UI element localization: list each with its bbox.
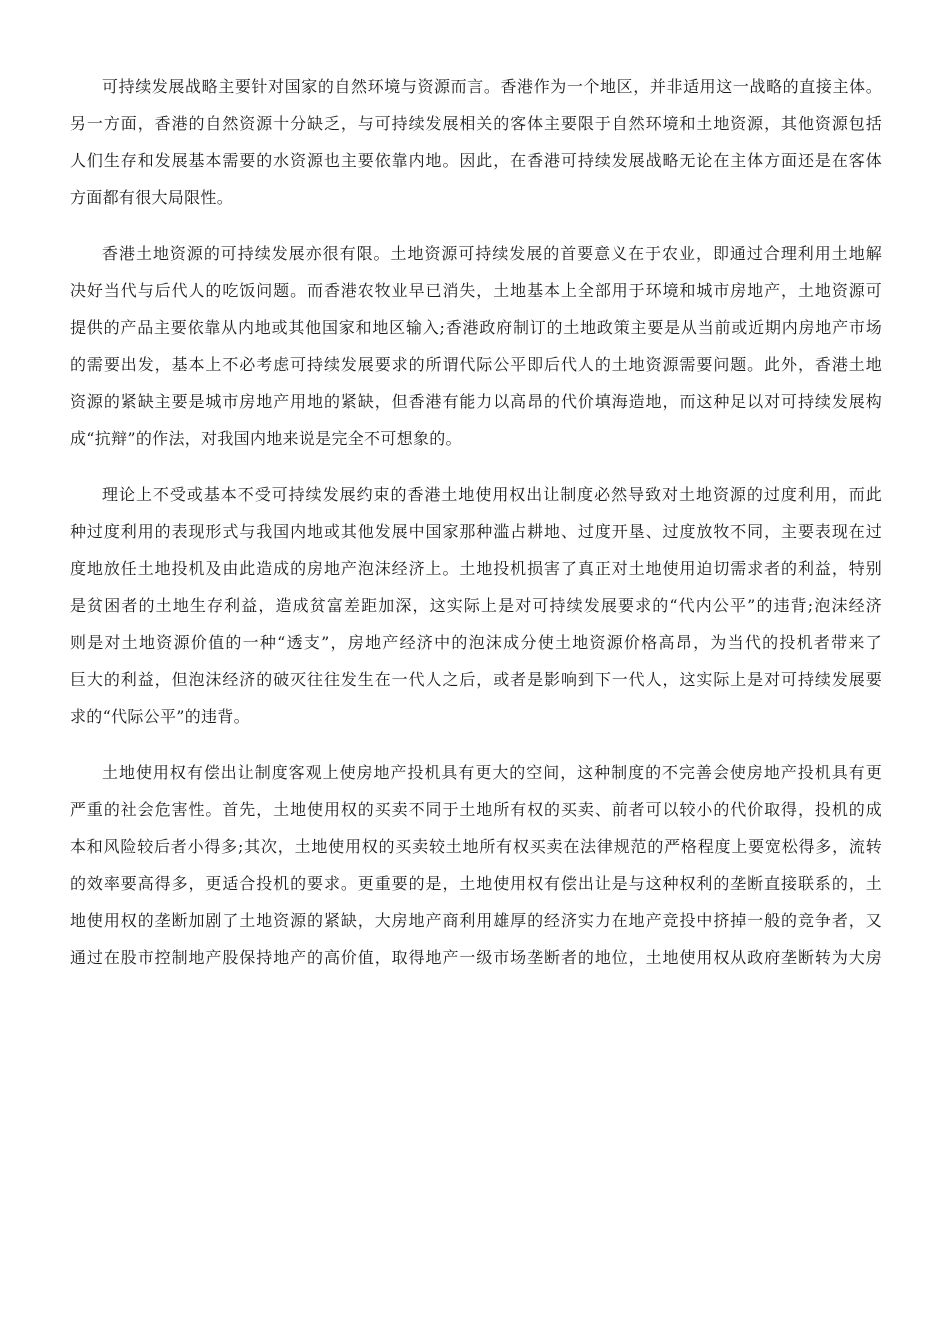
text-line: 求的“代际公平”的违背。	[70, 707, 250, 726]
paragraph-4	[70, 754, 882, 976]
text-line: 的效率要高得多，更适合投机的要求。更重要的是，土地使用权有偿出让是与这种权利的垄断直接联系的，土	[70, 874, 882, 893]
text-line: 成“抗辩”的作法，对我国内地来说是完全不可想象的。	[70, 429, 462, 448]
paragraph-2	[70, 235, 882, 457]
text-line: 的需要出发，基本上不必考虑可持续发展要求的所谓代际公平即后代人的土地资源需要问题。此外，香港土地	[70, 355, 882, 374]
text-line: 土地使用权有偿出让制度客观上使房地产投机具有更大的空间，这种制度的不完善会使房地产投机具有更	[102, 763, 882, 782]
text-line: 决好当代与后代人的吃饭问题。而香港农牧业早已消失，土地基本上全部用于环境和城市房地产，土地资源可	[70, 281, 882, 300]
text-line: 理论上不受或基本不受可持续发展约束的香港土地使用权出让制度必然导致对土地资源的过度利用，而此	[102, 485, 882, 504]
text-line: 另一方面，香港的自然资源十分缺乏，与可持续发展相关的客体主要限于自然环境和土地资源，其他资源包括	[70, 114, 882, 133]
text-line: 严重的社会危害性。首先，土地使用权的买卖不同于土地所有权的买卖、前者可以较小的代价取得，投机的成	[70, 800, 882, 819]
text-line: 提供的产品主要依靠从内地或其他国家和地区输入;香港政府制订的土地政策主要是从当前或近期内房地产市场	[70, 318, 882, 337]
text-line: 人们生存和发展基本需要的水资源也主要依靠内地。因此，在香港可持续发展战略无论在主体方面还是在客体	[70, 151, 882, 170]
paragraph-1	[70, 68, 882, 216]
text-line: 则是对土地资源价值的一种“透支”，房地产经济中的泡沫成分使土地资源价格高昂，为当代的投机者带来了	[70, 633, 882, 652]
text-line: 本和风险较后者小得多;其次，土地使用权的买卖较土地所有权买卖在法律规范的严格程度上要宽松得多，流转	[70, 837, 882, 856]
text-line: 是贫困者的土地生存利益，造成贫富差距加深，这实际上是对可持续发展要求的“代内公平”的违背;泡沫经济	[70, 596, 882, 615]
text-line: 方面都有很大局限性。	[70, 188, 234, 207]
text-line: 可持续发展战略主要针对国家的自然环境与资源而言。香港作为一个地区，并非适用这一战略的直接主体。	[102, 77, 882, 96]
text-line: 地使用权的垄断加剧了土地资源的紧缺，大房地产商利用雄厚的经济实力在地产竞投中挤掉一般的竞争者，又	[70, 911, 882, 930]
text-line: 资源的紧缺主要是城市房地产用地的紧缺，但香港有能力以高昂的代价填海造地，而这种足以对可持续发展构	[70, 392, 882, 411]
text-line: 巨大的利益，但泡沫经济的破灭往往发生在一代人之后，或者是影响到下一代人，这实际上是对可持续发展要	[70, 670, 882, 689]
document-page	[70, 68, 882, 995]
text-line: 通过在股市控制地产股保持地产的高价值，取得地产一级市场垄断者的地位，土地使用权从政府垄断转为大房	[70, 948, 882, 967]
text-line: 度地放任土地投机及由此造成的房地产泡沫经济上。土地投机损害了真正对土地使用迫切需求者的利益，特别	[70, 559, 882, 578]
text-line: 香港土地资源的可持续发展亦很有限。土地资源可持续发展的首要意义在于农业，即通过合理利用土地解	[102, 244, 882, 263]
text-line: 种过度利用的表现形式与我国内地或其他发展中国家那种滥占耕地、过度开垦、过度放牧不同，主要表现在过	[70, 522, 882, 541]
paragraph-3	[70, 476, 882, 735]
